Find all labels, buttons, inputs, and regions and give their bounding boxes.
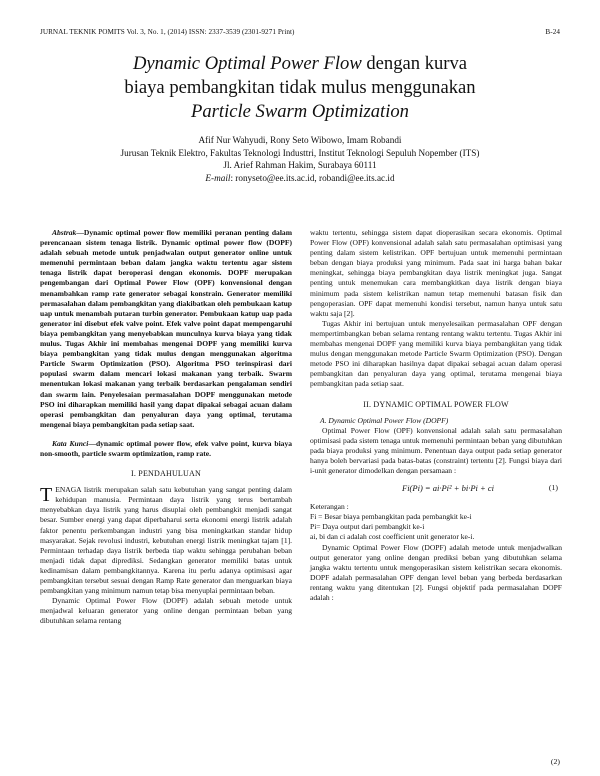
paper-title <box>40 52 560 124</box>
section-heading-intro: I. PENDAHULUAN <box>131 469 201 479</box>
title-line3: Particle Swarm Optimization <box>191 101 409 122</box>
legend-line-3: ai, bi dan ci adalah cost coefficient unit generator ke-i. <box>310 532 475 542</box>
keywords <box>40 439 292 459</box>
author-address: Jl. Arief Rahman Hakim, Surabaya 60111 <box>223 160 377 171</box>
drop-cap: T <box>40 484 53 507</box>
email-label: E-mail <box>205 172 231 183</box>
journal-info: JURNAL TEKNIK POMITS Vol. 3, No. 1, (2014) ISSN: 2337-3539 (2301-9271 Print) <box>40 28 295 36</box>
equation-number: (1) <box>548 483 558 493</box>
author-affiliation: Jurusan Teknik Elektro, Fakultas Teknologi Industtri, Institut Teknologi Sepuluh Nopember (ITS) <box>120 147 480 158</box>
title-italic-part: Dynamic Optimal Power Flow <box>132 53 362 74</box>
author-names: Afif Nur Wahyudi, Rony Seto Wibowo, Imam Robandi <box>198 135 402 145</box>
page-code: B-24 <box>545 28 560 36</box>
dopf-paragraph-2: Dynamic Optimal Power Flow (DOPF) adalah metode untuk menjadwalkan output generator yang online dengan prediksi beban yang dibutuhkan selama jangka waktu tertentu untuk mengoperasikan sistem kelistrikan secara ekonomis. DOPF adalah permasalahan OPF dengan level beban yang berbeda berdasarkan rentang waktu yang ditentukan [2]. Fungsi objektif pada permasalahan DOPF adalah : <box>310 542 562 602</box>
title-line1-rest: dengan kurva <box>361 53 468 74</box>
legend-line-1: Fi = Besar biaya pembangkitan pada pembangkit ke-i <box>310 512 472 522</box>
title-line2: biaya pembangkitan tidak mulus menggunakan <box>124 77 476 98</box>
dopf-paragraph-1: Optimal Power Flow (OPF) konvensional adalah salah satu permasalahan optimisasi pada sistem tenaga untuk memenuhi permintaan beban yang dibutuhkan pada biaya produksi yang minimum. Penentuan daya output pada setiap generator hanya boleh bervariasi pada batas-batas (constraint) tertentu [2]. Fungsi biaya dari i-unit generator dimodelkan dengan persamaan : <box>310 425 562 476</box>
abstract-text: —Dynamic optimal power flow memiliki peranan penting dalam perencanaan sistem tenaga listrik. Dynamic optimal power flow (DOPF) adalah sebuah metode untuk penjadwalan output generator online untuk memenuhi permintaan beban dalam jangka waktu tertentu agar sistem tenaga listrik dapat beroperasi dengan ekonomis. DOPF merupakan pengembangan dari Optimal Power Flow (OPF) konvensional dengan menambahkan ramp rate generator sebagai konstrain. Generator memiliki permasalahan dalam pembangkitan yang diakibatkan oleh pembukaan katup uap untuk menambah putaran turbin generator. Pembukaan katup uap pada generator ini disebut efek valve point. Efek valve point dapat mempengaruhi biaya pembangkitan yang menyebabkan munculnya kurva biaya yang tidak mulus. Tugas Akhir ini membahas mengenai DOPF yang memiliki kurva biaya pembangkitan yang tidak mulus dengan menggunakan algoritma Particle Swarm Optimization (PSO). Algoritma PSO terinspirasi dari populasi swarm dalam mencari lokasi makanan yang terbaik. Swarm menentukan lokasi makanan yang terbaik berdasarkan pengalaman sendiri dan swarm lain. Penyelesaian permasalahan DOPF menggunakan metode PSO ini diharapkan memiliki hasil yang dapat dipakai sebagai acuan dalam operasi pembangkitan dan penyaluran daya yang optimal, terutama mengenai biaya pembangkitan pada setiap saat. <box>40 228 292 429</box>
keywords-text: —dynamic optimal power flow, efek valve point, kurva biaya non-smooth, particle swarm optimization, ramp rate. <box>40 438 292 458</box>
abstract-lead: Abstrak <box>52 228 77 237</box>
right-column <box>310 228 562 603</box>
intro-paragraph-3: waktu tertentu, sehingga sistem dapat dioperasikan secara ekonomis. Optimal Power Flow (OPF) konvensional adalah salah satu permasalahan optimisasi yang penting dalam sistem kelistrikan. OPF bertujuan untuk memenuhi permintaan beban dengan biaya produksi yang minimum. Pada saat ini harga bahan bakar meningkat, sehingga biaya pembangkitan daya listrik meningkat juga. Sangat penting untuk menemukan cara membangkitkan daya listrik dengan biaya minimum pada sistem kelistrikan namun tetap memenuhi batasan fisik dan pengoperasian. OPF dapat memenuhi kondisi tersebut, namun hanya untuk satu waktu saja [2]. <box>310 228 562 318</box>
intro-paragraph-4: Tugas Akhir ini bertujuan untuk menyelesaikan permasalahan OPF dengan mempertimbangkan beban selama rentang rentang waktu tertentu. Tugas Akhir ini membahas mengenai DOPF yang memiliki kurva biaya pembangkitan yang tidak mulus dengan menggunakan metode Particle Swarm Optimization (PSO). Dengan metode PSO ini diharapkan hasilnya dapat dipakai sebagai acuan dalam operasi pembangkitan dan penyaluran daya yang optimal, terutama mengenai biaya pembangkitan pada setiap saat. <box>310 318 562 389</box>
email-addresses: : ronyseto@ee.its.ac.id, robandi@ee.its.ac.id <box>230 172 395 183</box>
abstract <box>40 228 292 430</box>
subsection-heading: A. Dynamic Optimal Power Flow (DOPF) <box>320 415 449 425</box>
author-email <box>40 172 560 185</box>
legend-line-2: Pi= Daya output dari pembangkit ke-i <box>310 522 425 532</box>
equation-formula: Fi(Pi) = ai·Pi² + bi·Pi + ci <box>402 483 494 494</box>
page-number: (2) <box>550 757 560 766</box>
author-block <box>40 134 560 184</box>
legend-title: Keterangan : <box>310 502 349 512</box>
left-column <box>40 228 292 626</box>
intro-paragraph-2: Dynamic Optimal Power Flow (DOPF) adalah sebuah metode untuk menjadwal keluaran generator yang online dengan permintaan beban yang dibutuhkan selama rentang <box>40 596 292 626</box>
intro-paragraph-1 <box>40 485 292 596</box>
equation-1 <box>310 481 562 499</box>
intro-paragraph-1-text: ENAGA listrik merupakan salah satu kebutuhan yang sangat penting dalam kehidupan manusia. Permintaan daya listrik yang terus bertambah menyebabkan daya listrik yang harus disuplai oleh pembangkit menjadi sangat besar. Sumber energi yang dapat diperbaharui serta ekonomi energi listrik adalah faktor penentu perkembangan industri yang bisa meningkatkan standar hidup masyarakat. Sejak revolusi industri, kebutuhan energi listrik meningkat tajam [1]. Permintaan terhadap daya listrik berbeda tiap waktu sehingga perubahan beban menjadi tidak dapat diprediksi. Sedangkan generator memiliki batas untuk kedinamisan dalam pembangkitannya. Karena itu perlu adanya optimisasi agar pembangkitan tersebut sesuai dengan Ramp Rate generator dan menguarkan biaya pembangkitan yang minimum namun tetap bisa menyuplai permintaan beban. <box>40 485 292 596</box>
keywords-lead: Kata Kunci <box>52 438 89 448</box>
section-heading-dopf: II. DYNAMIC OPTIMAL POWER FLOW <box>363 399 509 409</box>
